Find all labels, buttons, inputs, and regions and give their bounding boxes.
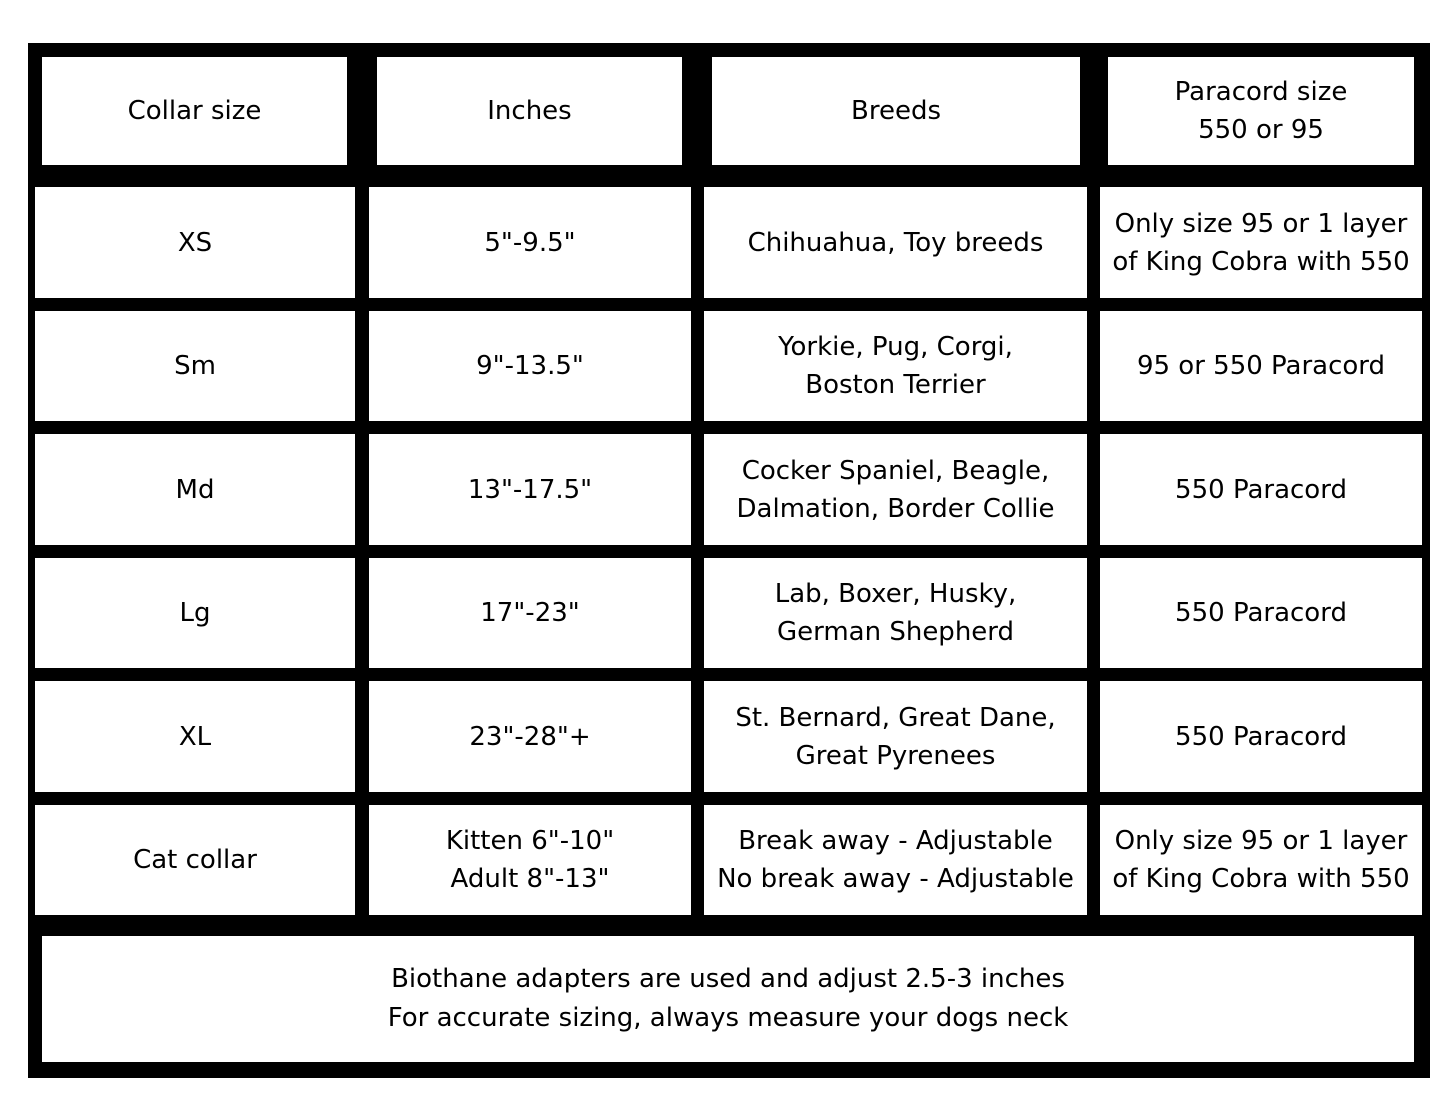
- table-cell: 9"-13.5": [369, 311, 691, 421]
- table-cell: 550 Paracord: [1100, 434, 1422, 545]
- table-cell: Lab, Boxer, Husky, German Shepherd: [704, 558, 1087, 668]
- table-cell: Lg: [35, 558, 355, 668]
- header-cell-collar-size: Collar size: [42, 57, 347, 165]
- footer-note-line-2: For accurate sizing, always measure your dogs neck: [387, 1003, 1069, 1033]
- table-cell: Only size 95 or 1 layer of King Cobra with 550: [1100, 805, 1422, 915]
- footer-note-line-1: Biothane adapters are used and adjust 2.5-3 inches: [391, 964, 1065, 994]
- table-cell: Cat collar: [35, 805, 355, 915]
- table-cell: 5"-9.5": [369, 187, 691, 298]
- header-cell-paracord-size: Paracord size 550 or 95: [1108, 57, 1414, 165]
- header-cell-breeds: Breeds: [712, 57, 1080, 165]
- table-cell: Chihuahua, Toy breeds: [704, 187, 1087, 298]
- table-cell: 17"-23": [369, 558, 691, 668]
- table-cell: 550 Paracord: [1100, 558, 1422, 668]
- table-cell: Md: [35, 434, 355, 545]
- table-cell: Kitten 6"-10" Adult 8"-13": [369, 805, 691, 915]
- table-cell: Break away - Adjustable No break away - Adjustable: [704, 805, 1087, 915]
- table-cell: XS: [35, 187, 355, 298]
- table-cell: Yorkie, Pug, Corgi, Boston Terrier: [704, 311, 1087, 421]
- table-cell: 550 Paracord: [1100, 681, 1422, 792]
- table-cell: Sm: [35, 311, 355, 421]
- header-cell-inches: Inches: [377, 57, 682, 165]
- table-cell: XL: [35, 681, 355, 792]
- table-cell: 95 or 550 Paracord: [1100, 311, 1422, 421]
- table-cell: Cocker Spaniel, Beagle, Dalmation, Border Collie: [704, 434, 1087, 545]
- table-cell: Only size 95 or 1 layer of King Cobra with 550: [1100, 187, 1422, 298]
- footer-note: [42, 936, 1414, 1062]
- table-cell: 13"-17.5": [369, 434, 691, 545]
- table-cell: 23"-28"+: [369, 681, 691, 792]
- table-cell: St. Bernard, Great Dane, Great Pyrenees: [704, 681, 1087, 792]
